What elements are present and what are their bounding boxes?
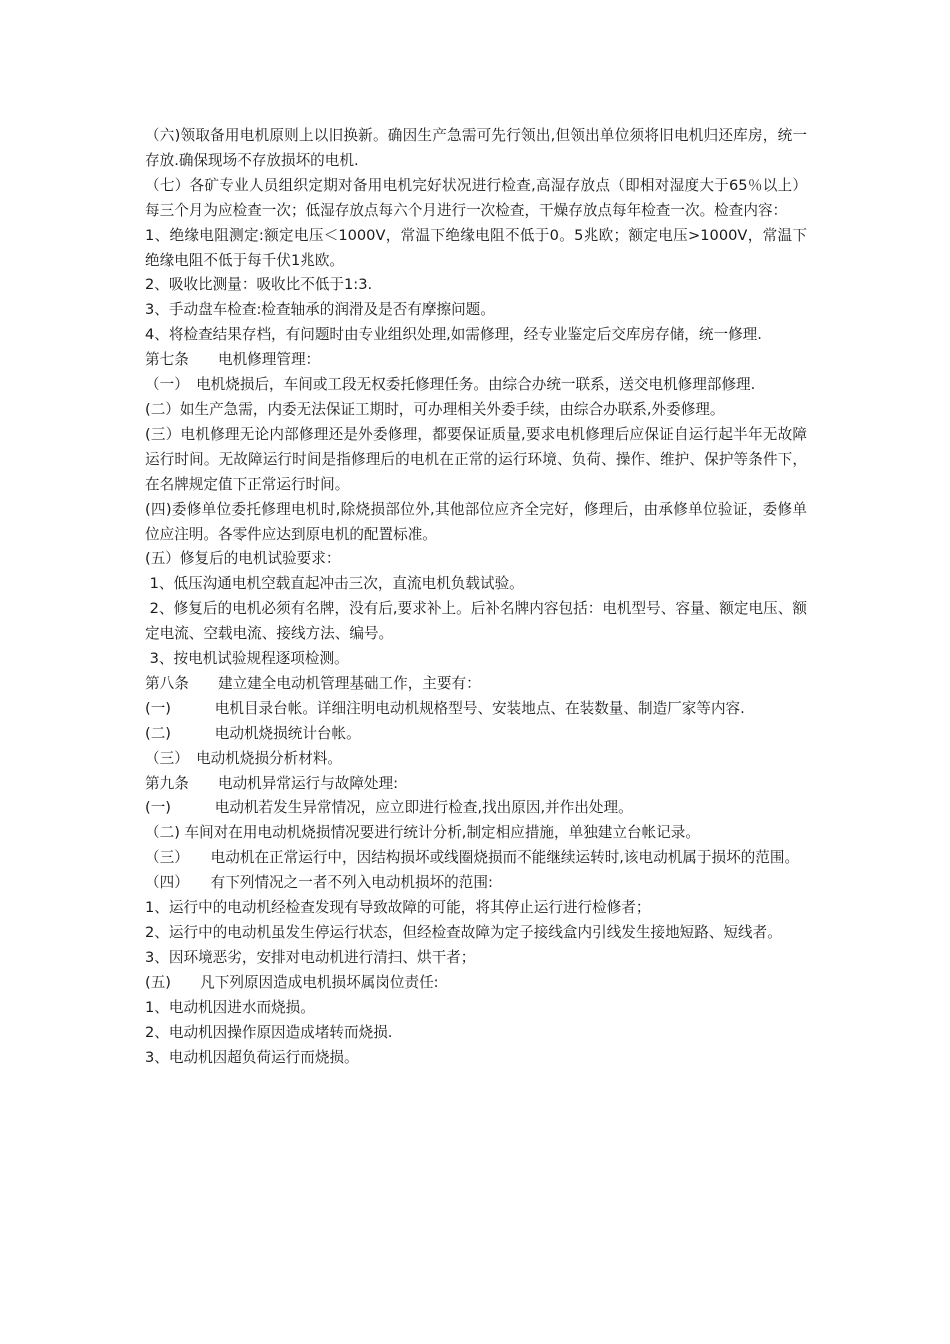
article-8-item-1: (一) 电机目录台帐。详细注明电动机规格型号、安装地点、在装数量、制造厂家等内容. [145, 699, 745, 717]
article-7-heading: 第七条 电机修理管理： [145, 351, 321, 369]
article-9-item-4-sub-2: 2、运行中的电动机虽发生停运行状态，但经检查故障为定子接线盒内引线发生接地短路、短线者。 [145, 924, 782, 941]
article-7-item-5: (五）修复后的电机试验要求： [145, 550, 341, 568]
article-9-item-4: （四） 有下列情况之一者不列入电动机损坏的范围: [145, 874, 493, 892]
article-9-item-3: （三） 电动机在正常运行中，因结构损坏或线圈烧损而不能继续运转时,该电动机属于损坏的范围。 [145, 849, 800, 867]
item-insulation-resistance: 1、绝缘电阻测定:额定电压＜1000V，常温下绝缘电阻不低于0。5兆欧；额定电压>1000V，常温下绝缘电阻不低于每千伏1兆欧。 [145, 226, 807, 269]
article-7-item-5-sub-2: 2、修复后的电机必须有名牌，没有后,要求补上。后补名牌内容包括：电机型号、容量、额定电压、额定电流、空载电流、接线方法、编号。 [145, 600, 807, 643]
article-8-item-3: （三） 电动机烧损分析材料。 [145, 749, 343, 767]
item-manual-rotation-check: 3、手动盘车检查:检查轴承的润滑及是否有摩擦问题。 [145, 301, 495, 319]
item-absorption-ratio: 2、吸收比测量：吸收比不低于1:3. [145, 276, 373, 294]
article-9-item-1: (一) 电动机若发生异常情况，应立即进行检查,找出原因,并作出处理。 [145, 799, 633, 817]
article-9-item-4-sub-1: 1、运行中的电动机经检查发现有导致故障的可能，将其停止运行进行检修者； [145, 899, 651, 917]
article-9-item-4-sub-3: 3、因环境恶劣，安排对电动机进行清扫、烘干者； [145, 948, 476, 966]
item-archive-results: 4、将检查结果存档，有问题时由专业组织处理,如需修理，经专业鉴定后交库房存储，统一修理. [145, 326, 762, 344]
article-8-heading: 第八条 建立建全电动机管理基础工作，主要有： [145, 674, 481, 692]
article-9-item-5-sub-3: 3、电动机因超负荷运行而烧损。 [145, 1048, 359, 1066]
article-9-item-5-sub-1: 1、电动机因进水而烧损。 [145, 998, 315, 1016]
paragraph-6-spare-motor-exchange: （六)领取备用电机原则上以旧换新。确因生产急需可先行领出,但领出单位须将旧电机归还库房，统一存放.确保现场不存放损坏的电机. [145, 127, 807, 169]
article-9-item-5-sub-2: 2、电动机因操作原因造成堵转而烧损. [145, 1023, 393, 1041]
article-9-heading: 第九条 电动机异常运行与故障处理: [145, 774, 399, 792]
article-9-item-2: （二) 车间对在用电动机烧损情况要进行统计分析,制定相应措施，单独建立台帐记录。 [145, 824, 700, 842]
paragraph-7-inspection-schedule: （七）各矿专业人员组织定期对备用电机完好状况进行检查,高湿存放点（即相对湿度大于65％以上）每三个月为应检查一次；低湿存放点每六个月进行一次检查，干燥存放点每年检查一次。检查内容： [145, 176, 807, 219]
article-7-item-2: (二）如生产急需，内委无法保证工期时，可办理相关外委手续，由综合办联系,外委修理。 [145, 400, 725, 418]
article-8-item-2: (二) 电动机烧损统计台帐。 [145, 724, 361, 742]
article-7-item-4: (四)委修单位委托修理电机时,除烧损部位外,其他部位应齐全完好，修理后，由承修单位验证，委修单位应注明。各零件应达到原电机的配置标准。 [145, 500, 807, 543]
document-body [145, 124, 807, 1070]
article-7-item-5-sub-3: 3、按电机试验规程逐项检测。 [145, 650, 349, 668]
article-7-item-3: (三）电机修理无论内部修理还是外委修理，都要保证质量,要求电机修理后应保证自运行起半年无故障运行时间。无故障运行时间是指修理后的电机在正常的运行环境、负荷、操作、维护、保护等条件下，在名牌规定值下正常运行时间。 [145, 425, 807, 493]
article-7-item-5-sub-1: 1、低压沟通电机空载直起冲击三次，直流电机负载试验。 [145, 575, 524, 593]
article-9-item-5: (五) 凡下列原因造成电机损坏属岗位责任: [145, 973, 439, 991]
article-7-item-1: （一） 电机烧损后，车间或工段无权委托修理任务。由综合办统一联系，送交电机修理部修理. [145, 376, 756, 394]
